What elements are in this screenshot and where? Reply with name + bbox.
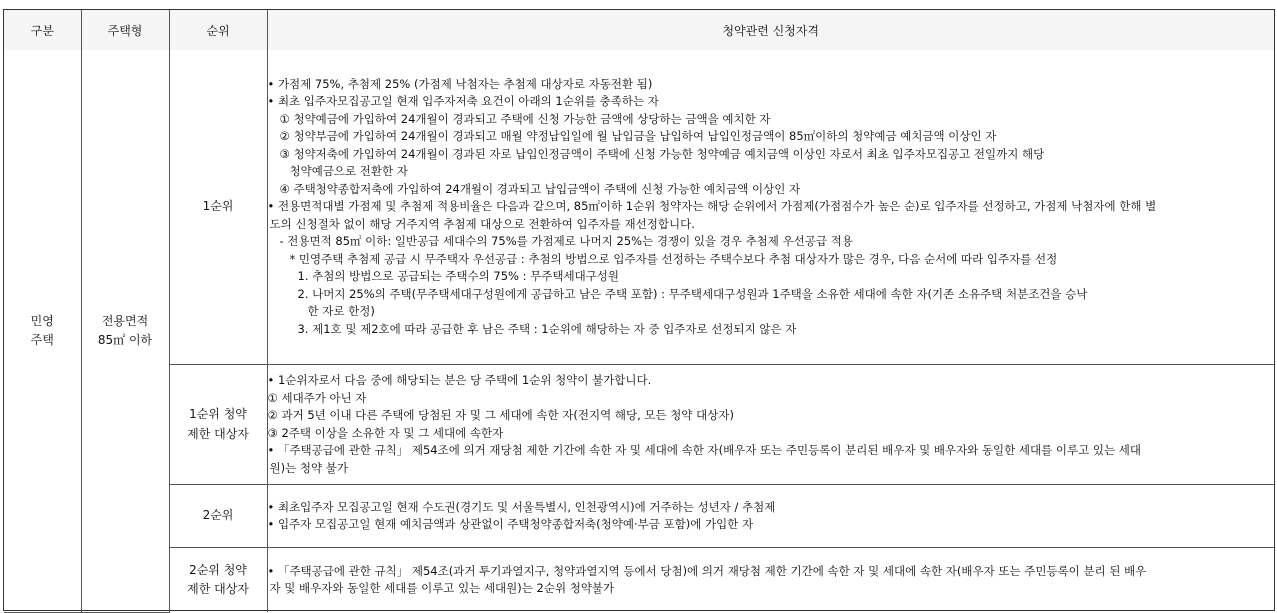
list-item: • 최초입주자 모집공고일 현재 수도권(경기도 및 서울특별시, 인천광역시)에 거주하는 성년자 / 추첨제 (267, 499, 776, 514)
list-item: • 가점제 75%, 추첨제 25% (가점제 낙첨자는 추첨제 대상자로 자동전환 됨) (267, 76, 653, 91)
list-item: • 「주택공급에 관한 규칙」 제54조(과거 투기과열지구, 청약과열지역 등에서 당첨)에 의거 재당첨 제한 기간에 속한 자 및 세대에 속한 자(배우자 또는 주민등록이 분리 된 배우 (267, 563, 1147, 578)
eligibility-cell (267, 548, 1274, 613)
list-item: 한 자로 한정) (307, 304, 375, 319)
rank-label: 2순위 (202, 508, 234, 523)
eligibility-cell (267, 50, 1274, 365)
list-item: ① 청약예금에 가입하여 24개월이 경과되고 주택에 신청 가능한 금액에 상당하는 금액을 예치한 자 (279, 111, 771, 126)
list-item: 도의 신청절차 없이 해당 거주지역 추첨제 대상으로 전환하여 입주자를 재선정합니다. (269, 216, 695, 231)
list-item: • 전용면적대별 가점제 및 추첨제 적용비율은 다음과 같으며, 85㎡이하 1순위 청약자는 해당 순위에서 가점제(가점점수가 높은 순)로 입주자를 선정하고, 가점제 낙첨자에 한해 별 (267, 199, 1157, 214)
table-row (4, 50, 1274, 365)
rank-cell (169, 548, 267, 613)
table-row (4, 365, 1274, 485)
table-row (4, 485, 1274, 548)
header-housing-type: 주택형 (81, 10, 169, 50)
list-item: 자 및 배우자와 동일한 세대를 이루고 있는 세대원)는 2순위 청약불가 (269, 581, 615, 595)
list-item: - 전용면적 85㎡ 이하: 일반공급 세대수의 75%를 가점제로 나머지 25%는 경쟁이 있을 경우 추첨제 우선공급 적용 (279, 234, 853, 249)
housing-type-cell (81, 50, 169, 612)
list-item: 3. 제1호 및 제2호에 따라 공급한 후 남은 주택 : 1순위에 해당하는 자 중 입주자로 선정되지 않은 자 (297, 321, 797, 336)
eligibility-cell (267, 365, 1274, 485)
header-rank: 순위 (169, 10, 267, 50)
category-cell (4, 50, 81, 612)
list-item: ② 청약부금에 가입하여 24개월이 경과되고 매월 약정납입일에 월 납입금을 납입하여 납입인정금액이 85㎡이하의 청약예금 예치금액 이상인 자 (279, 129, 997, 144)
rank-cell (169, 485, 267, 548)
header-eligibility: 청약관련 신청자격 (267, 10, 1274, 50)
list-item: 청약예금으로 전환한 자 (289, 164, 408, 179)
rank-cell (169, 365, 267, 485)
list-item: ② 과거 5년 이내 다른 주택에 당첨된 자 및 그 세대에 속한 자(전지역 해당, 모든 청약 대상자) (267, 408, 734, 422)
eligibility-table (4, 10, 1274, 613)
table-header-row (4, 10, 1274, 50)
list-item: ③ 청약저축에 가입하여 24개월이 경과된 자로 납입인정금액이 주택에 신청 가능한 청약예금 예치금액 이상인 자로서 최초 입주자모집공고 전일까지 해당 (279, 146, 1045, 161)
header-category: 구분 (4, 10, 81, 50)
list-item: • 최초 입주자모집공고일 현재 입주자저축 요건이 아래의 1순위를 충족하는 자 (267, 94, 659, 109)
rank-label: 1순위 (202, 199, 234, 214)
rank-label: 1순위 청약 제한 대상자 (187, 407, 249, 441)
list-item: ④ 주택청약종합저축에 가입하여 24개월이 경과되고 납입금액이 주택에 신청 가능한 예치금액 이상인 자 (279, 181, 801, 196)
list-item: 1. 추첨의 방법으로 공급되는 주택수의 75% : 무주택세대구성원 (297, 269, 620, 284)
eligibility-cell (267, 485, 1274, 548)
table-row (4, 548, 1274, 613)
list-item: • 1순위자로서 다음 중에 해당되는 분은 당 주택에 1순위 청약이 불가합니다. (267, 373, 652, 387)
list-item: • 입주자 모집공고일 현재 예치금액과 상관없이 주택청약종합저축(청약예·부금 포함)에 가입한 자 (267, 517, 754, 531)
list-item: ① 세대주가 아닌 자 (267, 390, 367, 405)
list-item: * 민영주택 추첨제 공급 시 무주택자 우선공급 : 추첨의 방법으로 입주자를 선정하는 주택수보다 추첨 대상자가 많은 경우, 다음 순서에 따라 입주자를 선정 (289, 251, 1058, 266)
list-item: • 「주택공급에 관한 규칙」 제54조에 의거 재당첨 제한 기간에 속한 자 및 세대에 속한 자(배우자 또는 주민등록이 분리된 배우자 및 배우자와 동일한 세대를 이루고 있는 세대 (267, 443, 1141, 457)
list-item: ③ 2주택 이상을 소유한 자 및 그 세대에 속한자 (267, 425, 504, 440)
list-item: 2. 나머지 25%의 주택(무주택세대구성원에게 공급하고 남은 주택 포함) : 무주택세대구성원과 1주택을 소유한 세대에 속한 자(기존 소유주택 처분조건을 승낙 (297, 286, 1088, 301)
rank-cell (169, 50, 267, 365)
eligibility-table-frame (3, 9, 1275, 611)
list-item: 원)는 청약 불가 (269, 460, 348, 475)
rank-label: 2순위 청약 제한 대상자 (187, 562, 249, 596)
category-label: 민영 주택 (30, 313, 54, 347)
housing-type-label: 전용면적 85㎡ 이하 (97, 313, 153, 347)
